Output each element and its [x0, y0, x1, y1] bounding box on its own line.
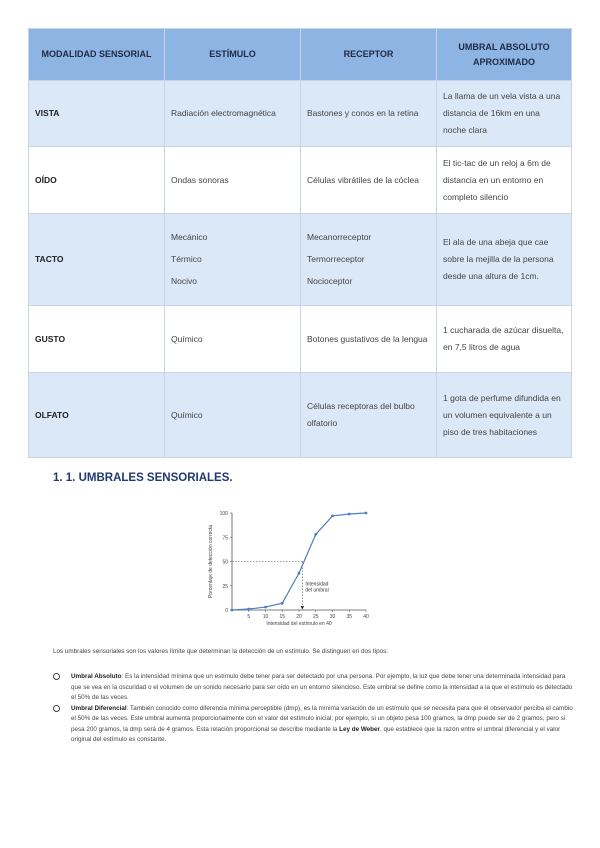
receptor-item: Mecanorreceptor	[307, 232, 372, 242]
header-receptor: RECEPTOR	[301, 29, 437, 81]
data-point	[264, 606, 267, 609]
bullet-circle-icon	[53, 705, 60, 712]
x-axis-label: Intensidad del estímulo en 40	[266, 621, 332, 627]
receptor-item: Nocioceptor	[307, 276, 353, 286]
stimulus-item: Térmico	[171, 254, 202, 264]
bullet-circle-icon	[53, 673, 60, 680]
receptor-item: Termorreceptor	[307, 254, 365, 264]
data-point	[331, 515, 334, 518]
term-weber-law: Ley de Weber	[339, 725, 380, 733]
receptor-cell: Células vibrátiles de la cóclea	[301, 147, 437, 214]
intro-text: Los umbrales sensoriales son los valores límite que determinan la detección de un estímulo. Se distinguen en dos tipos:	[53, 648, 388, 655]
y-tick-label: 75	[222, 535, 228, 542]
threshold-cell: El tic-tac de un reloj a 6m de distancia en un entorno en completo silencio	[437, 147, 572, 214]
threshold-annotation: Intensidad	[305, 581, 329, 588]
y-tick-label: 25	[222, 583, 228, 590]
stimulus-item: Nocivo	[171, 276, 197, 286]
receptor-cell: Células receptoras del bulbo olfatorio	[301, 373, 437, 458]
receptor-cell: Bastones y conos en la retina	[301, 81, 437, 147]
data-point	[281, 602, 284, 605]
stimulus-cell: Químico	[165, 373, 301, 458]
list-item	[53, 672, 573, 704]
threshold-types-list	[53, 672, 573, 746]
sensory-table	[28, 28, 572, 458]
x-tick-label: 30	[329, 614, 336, 620]
data-point	[231, 609, 234, 612]
threshold-chart-svg	[200, 505, 375, 635]
x-tick-label: 20	[296, 614, 302, 620]
y-tick-label: 50	[222, 559, 228, 566]
table-row	[29, 373, 572, 458]
data-point	[298, 572, 301, 575]
table-row	[29, 306, 572, 373]
modality-cell: OÍDO	[29, 147, 165, 214]
definition-differential-end: , que establece que la razón entre el umbral diferencial y el valor original del estímulo es constante.	[71, 725, 561, 743]
header-stimulus: ESTÍMULO	[165, 29, 301, 81]
list-item	[53, 704, 573, 746]
y-tick-label: 0	[225, 608, 228, 614]
y-axis-label: Porcentaje de detección correcta	[208, 524, 214, 599]
stimulus-cell: Químico	[165, 306, 301, 373]
threshold-cell: El ala de una abeja que cae sobre la mejilla de la persona desde una altura de 1cm.	[437, 214, 572, 306]
threshold-cell: 1 cucharada de azúcar disuelta, en 7,5 litros de agua	[437, 306, 572, 373]
x-tick-label: 10	[262, 614, 269, 620]
threshold-arrow-icon	[301, 606, 305, 610]
term-absolute: Umbral Absoluto	[71, 673, 122, 680]
definition-differential: : También conocido como diferencia mínima perceptible (dmp), es la mínima variación de un estímulo que se necesita para que el observador perciba el cambio el 50% de las veces. Este umbral aumenta proporcionalmente con el valor del estímulo inicial; por ejemplo, si un objeto pesa 100 gramos, la dmp puede ser de 2 gramos, pero si pesa 200 gramos, la dmp será de 4 gramos. Esta relación proporcional se describe mediante la	[71, 704, 573, 733]
term-differential: Umbral Diferencial	[71, 704, 127, 712]
table-row	[29, 147, 572, 214]
table-header-row	[29, 29, 572, 81]
modality-cell: OLFATO	[29, 373, 165, 458]
y-tick-label: 100	[219, 511, 228, 517]
receptor-cell	[301, 214, 437, 306]
section-title: 1. 1. UMBRALES SENSORIALES.	[53, 472, 233, 484]
x-tick-label: 40	[363, 614, 369, 620]
modality-cell: VISTA	[29, 81, 165, 147]
header-threshold: UMBRAL ABSOLUTO APROXIMADO	[437, 29, 572, 81]
data-point	[247, 608, 250, 611]
threshold-annotation: del umbral	[305, 587, 329, 594]
x-tick-label: 5	[247, 614, 251, 620]
stimulus-cell	[165, 214, 301, 306]
threshold-chart	[200, 505, 375, 635]
stimulus-cell: Ondas sonoras	[165, 147, 301, 214]
x-tick-label: 35	[346, 614, 353, 620]
modality-cell: TACTO	[29, 214, 165, 306]
data-point	[348, 513, 351, 516]
x-tick-label: 15	[279, 614, 286, 620]
modality-cell: GUSTO	[29, 306, 165, 373]
receptor-cell: Botones gustativos de la lengua	[301, 306, 437, 373]
data-point	[314, 533, 317, 536]
header-modality: MODALIDAD SENSORIAL	[29, 29, 165, 81]
threshold-cell: 1 gota de perfume difundida en un volumen equivalente a un piso de tres habitaciones	[437, 373, 572, 458]
x-tick-label: 25	[312, 614, 319, 620]
stimulus-item: Mecánico	[171, 232, 208, 242]
table-row	[29, 81, 572, 147]
threshold-cell: La llama de un vela vista a una distancia de 16km en una noche clara	[437, 81, 572, 147]
table-row	[29, 214, 572, 306]
definition-absolute: : Es la intensidad mínima que un estímulo debe tener para ser detectado por una persona. Por ejemplo, la luz que debe tener una determinada intensidad para que se vea en la oscuridad o el volumen de un sonido necesario para ser oído en un entorno silencioso. Este umbral se define como la intensidad a la que el estímulo es detectado el 50% de las veces.	[71, 673, 573, 701]
data-point	[365, 512, 368, 515]
stimulus-cell: Radiación electromagnética	[165, 81, 301, 147]
